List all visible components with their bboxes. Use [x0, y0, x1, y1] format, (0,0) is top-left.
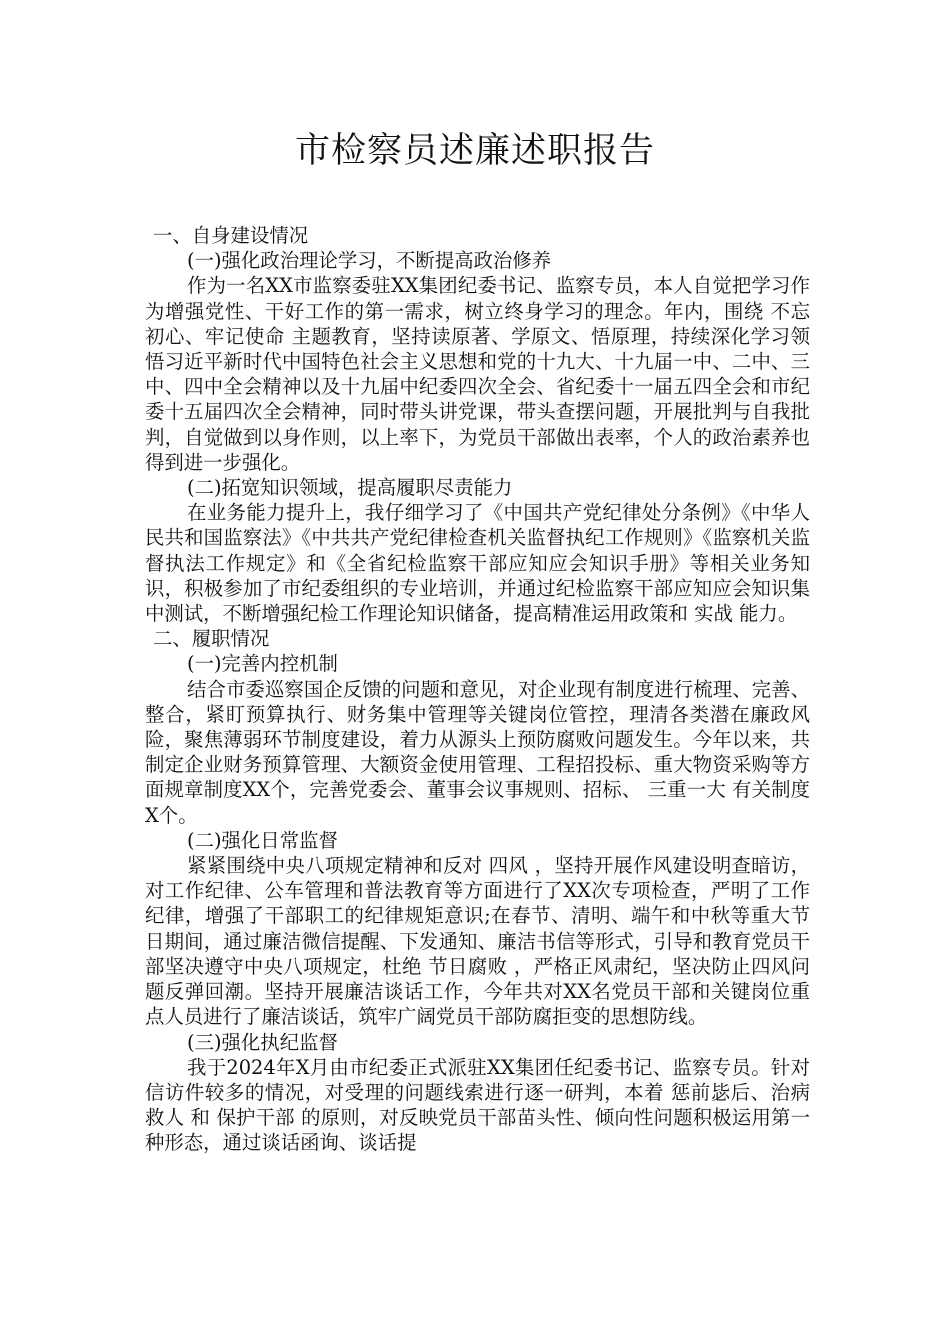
paragraph: 结合市委巡察国企反馈的问题和意见，对企业现有制度进行梳理、完善、整合，紧盯预算执行、财务集中管理等关键岗位管控，理清各类潜在廉政风险，聚焦薄弱环节制度建设，着力从源头上预防腐败问题发生。今年以来，共制定企业财务预算管理、大额资金使用管理、工程招投标、重大物资采购等方面规章制度XX个，完善党委会、董事会议事规则、招标、 三重一大 有关制度X个。: [145, 677, 810, 827]
paragraph: 我于2024年X月由市纪委正式派驻XX集团任纪委书记、监察专员。针对信访件较多的情况，对受理的问题线索进行逐一研判，本着 惩前毖后、治病救人 和 保护干部 的原则，对反映党员干部苗头性、倾向性问题积极运用第一种形态，通过谈话函询、谈话提: [145, 1055, 810, 1155]
subsection-heading: (一)强化政治理论学习，不断提高政治修养: [187, 249, 552, 273]
section-heading: 二、履职情况: [153, 627, 270, 651]
section-heading: 一、自身建设情况: [153, 224, 309, 247]
document-body: [145, 223, 810, 1156]
paragraph: 在业务能力提升上，我仔细学习了《中国共产党纪律处分条例》《中华人民共和国监察法》《中共共产党纪律检查机关监督执纪工作规则》《监察机关监督执法工作规定》和《全省纪检监察干部应知应会知识手册》等相关业务知识，积极参加了市纪委组织的专业培训，并通过纪检监察干部应知应会知识集中测试，不断增强纪检工作理论知识储备，提高精准运用政策和 实战 能力。: [145, 501, 810, 626]
subsection-heading: (二)拓宽知识领域，提高履职尽责能力: [187, 476, 513, 500]
paragraph: 作为一名XX市监察委驻XX集团纪委书记、监察专员，本人自觉把学习作为增强党性、干好工作的第一需求，树立终身学习的理念。年内，围绕 不忘初心、牢记使命 主题教育，坚持读原著、学原文、悟原理，持续深化学习领悟习近平新时代中国特色社会主义思想和党的十九大、十九届一中、二中、三中、四中全会精神以及十九届中纪委四次全会、省纪委十一届五四全会和市纪委十五届四次全会精神，同时带头讲党课，带头查摆问题，开展批判与自我批判，自觉做到以身作则，以上率下，为党员干部做出表率，个人的政治素养也得到进一步强化。: [145, 274, 810, 474]
paragraph: 紧紧围绕中央八项规定精神和反对 四风 ，坚持开展作风建设明查暗访，对工作纪律、公车管理和普法教育等方面进行了XX次专项检查，严明了工作纪律，增强了干部职工的纪律规矩意识;在春节、清明、端午和中秋等重大节日期间，通过廉洁微信提醒、下发通知、廉洁书信等形式，引导和教育党员干部坚决遵守中央八项规定，杜绝 节日腐败 ，严格正风肃纪，坚决防止四风问题反弹回潮。坚持开展廉洁谈话工作，今年共对XX名党员干部和关键岗位重点人员进行了廉洁谈话，筑牢广阔党员干部防腐拒变的思想防线。: [145, 854, 810, 1029]
subsection-heading: (一)完善内控机制: [187, 652, 338, 676]
document-title: 市检察员述廉述职报告: [294, 131, 655, 171]
subsection-heading: (二)强化日常监督: [187, 828, 338, 852]
subsection-heading: (三)强化执纪监督: [187, 1030, 338, 1054]
